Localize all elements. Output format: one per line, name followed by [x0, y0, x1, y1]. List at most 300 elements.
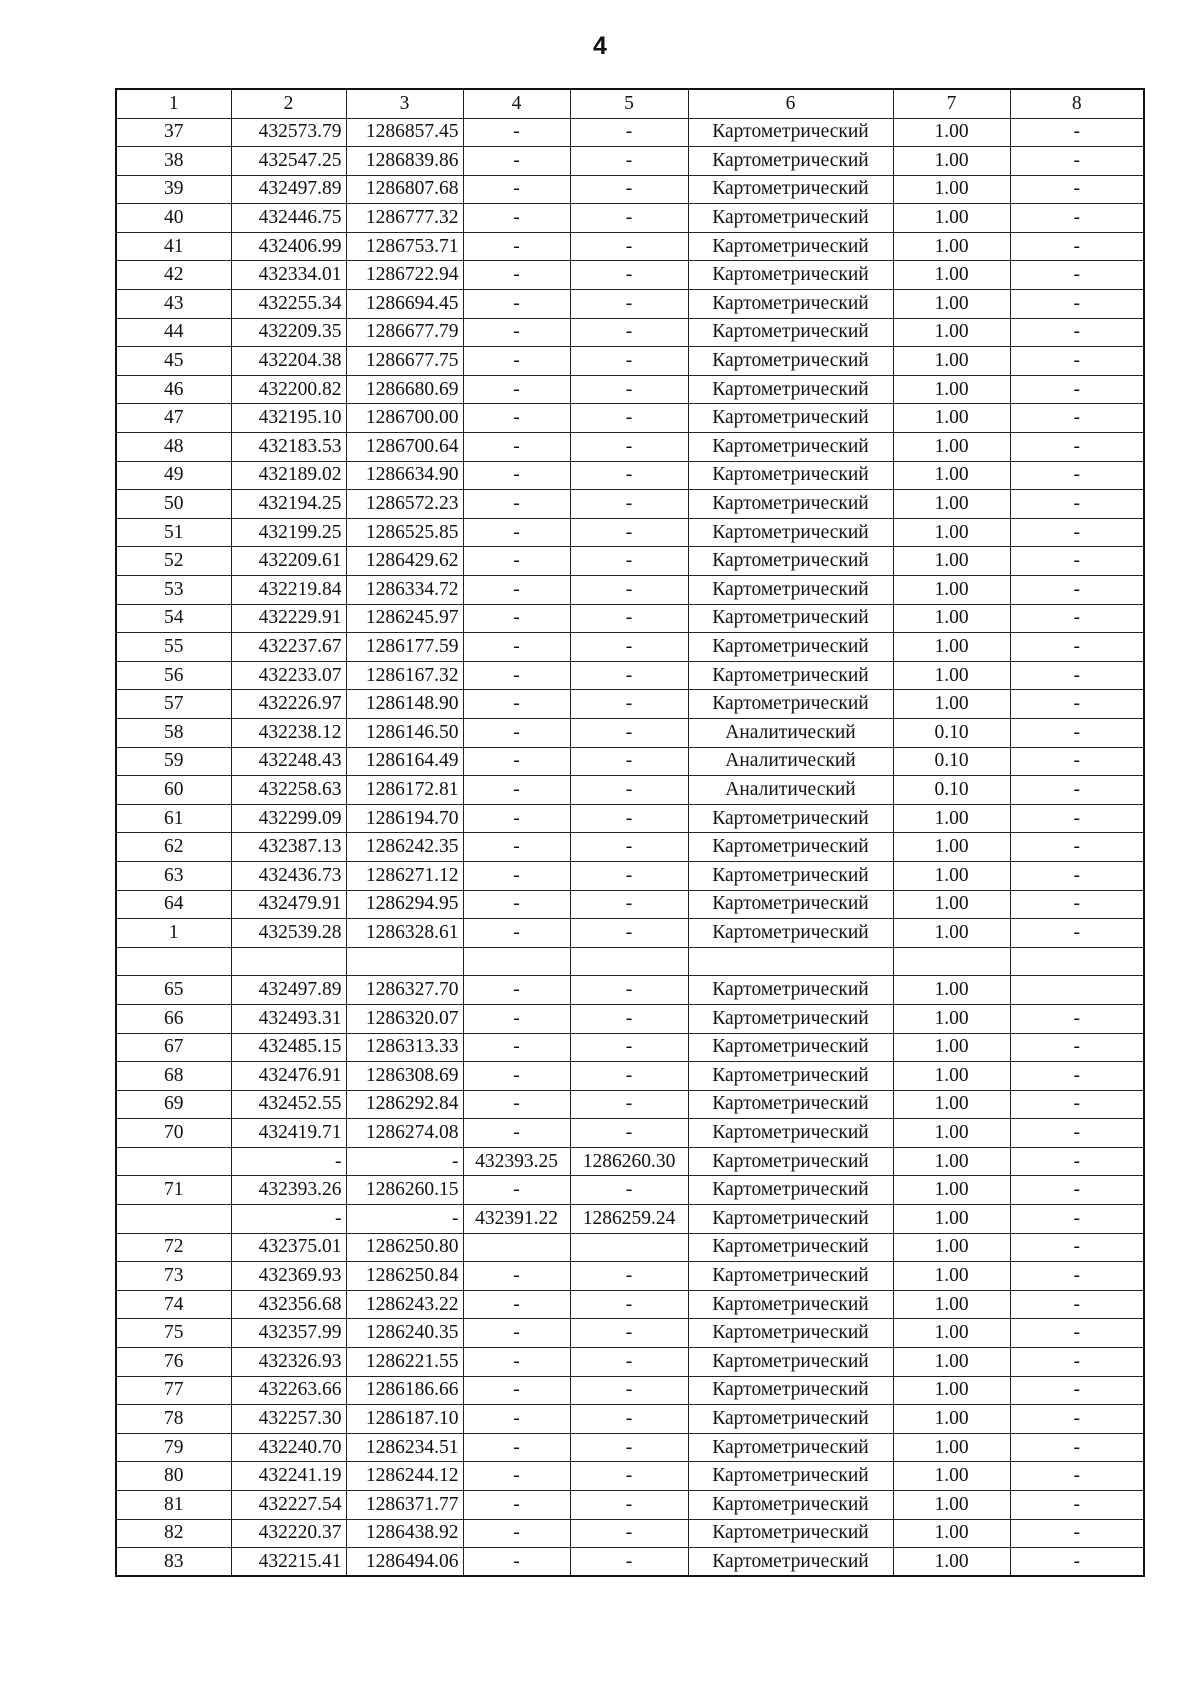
table-cell: 432227.54: [231, 1491, 346, 1520]
table-row: [116, 690, 1144, 719]
table-row: [116, 1491, 1144, 1520]
table-cell: 432183.53: [231, 433, 346, 462]
table-cell: 432387.13: [231, 833, 346, 862]
table-row: [116, 1033, 1144, 1062]
table-cell: 432257.30: [231, 1405, 346, 1434]
table-cell: [688, 947, 893, 976]
table-cell: -: [570, 747, 688, 776]
table-cell: 432369.93: [231, 1262, 346, 1291]
table-cell: -: [463, 1519, 570, 1548]
table-cell: -: [463, 1119, 570, 1148]
table-cell: -: [1010, 175, 1144, 204]
table-cell: Картометрический: [688, 175, 893, 204]
table-cell: 432241.19: [231, 1462, 346, 1491]
table-cell: 1286164.49: [346, 747, 463, 776]
table-cell: 1286313.33: [346, 1033, 463, 1062]
table-cell: 80: [116, 1462, 231, 1491]
table-cell: -: [1010, 204, 1144, 233]
table-row: [116, 576, 1144, 605]
table-cell: 432493.31: [231, 1004, 346, 1033]
table-cell: 73: [116, 1262, 231, 1291]
table-cell: -: [463, 776, 570, 805]
table-cell: -: [463, 175, 570, 204]
table-cell: -: [570, 576, 688, 605]
table-cell: Картометрический: [688, 318, 893, 347]
table-cell: -: [1010, 375, 1144, 404]
table-cell: 432299.09: [231, 804, 346, 833]
table-cell: Картометрический: [688, 1290, 893, 1319]
table-cell: -: [570, 890, 688, 919]
table-cell: -: [570, 1405, 688, 1434]
table-cell: 1286292.84: [346, 1090, 463, 1119]
table-cell: -: [463, 404, 570, 433]
table-cell: [116, 947, 231, 976]
table-cell: 432229.91: [231, 604, 346, 633]
table-cell: 432391.22: [463, 1205, 570, 1234]
table-cell: -: [463, 232, 570, 261]
table-row: [116, 404, 1144, 433]
table-cell: Картометрический: [688, 1319, 893, 1348]
table-cell: [346, 947, 463, 976]
table-cell: -: [231, 1147, 346, 1176]
table-cell: 53: [116, 576, 231, 605]
table-cell: -: [463, 318, 570, 347]
table-cell: -: [1010, 1491, 1144, 1520]
table-cell: -: [1010, 1519, 1144, 1548]
table-cell: -: [1010, 776, 1144, 805]
table-cell: 1.00: [893, 261, 1010, 290]
table-cell: 432547.25: [231, 147, 346, 176]
table-cell: -: [570, 404, 688, 433]
table-cell: -: [570, 204, 688, 233]
table-cell: -: [570, 147, 688, 176]
table-cell: 72: [116, 1233, 231, 1262]
table-cell: 1.00: [893, 1348, 1010, 1377]
table-cell: -: [570, 690, 688, 719]
table-row: [116, 1519, 1144, 1548]
table-cell: -: [570, 804, 688, 833]
table-cell: Картометрический: [688, 890, 893, 919]
table-cell: 1.00: [893, 690, 1010, 719]
table-cell: Картометрический: [688, 976, 893, 1005]
table-cell: Аналитический: [688, 718, 893, 747]
table-cell: -: [570, 919, 688, 948]
table-cell: 432199.25: [231, 518, 346, 547]
table-cell: -: [570, 1491, 688, 1520]
table-cell: 1.00: [893, 1462, 1010, 1491]
table-cell: -: [570, 1062, 688, 1091]
table-cell: -: [1010, 290, 1144, 319]
table-cell: [116, 1205, 231, 1234]
table-cell: Картометрический: [688, 232, 893, 261]
table-cell: Картометрический: [688, 690, 893, 719]
table-cell: -: [231, 1205, 346, 1234]
table-row: [116, 633, 1144, 662]
table-cell: -: [570, 461, 688, 490]
table-cell: 1286429.62: [346, 547, 463, 576]
table-cell: -: [463, 261, 570, 290]
table-row: [116, 1462, 1144, 1491]
table-cell: 1.00: [893, 576, 1010, 605]
table-cell: Картометрический: [688, 804, 893, 833]
table-cell: -: [463, 490, 570, 519]
table-cell: 1.00: [893, 633, 1010, 662]
table-cell: 432476.91: [231, 1062, 346, 1091]
table-row: [116, 1376, 1144, 1405]
table-cell: 68: [116, 1062, 231, 1091]
table-cell: 432436.73: [231, 861, 346, 890]
table-cell: -: [1010, 347, 1144, 376]
table-cell: -: [463, 1290, 570, 1319]
table-cell: -: [463, 1348, 570, 1377]
table-cell: -: [463, 1491, 570, 1520]
table-cell: 1286194.70: [346, 804, 463, 833]
table-row: [116, 347, 1144, 376]
table-row: [116, 461, 1144, 490]
table-cell: -: [463, 433, 570, 462]
table-cell: Картометрический: [688, 290, 893, 319]
table-row: [116, 1062, 1144, 1091]
table-cell: Картометрический: [688, 490, 893, 519]
table-cell: 1286722.94: [346, 261, 463, 290]
table-row: [116, 747, 1144, 776]
table-cell: 1286807.68: [346, 175, 463, 204]
column-header: 1: [116, 89, 231, 118]
table-cell: 45: [116, 347, 231, 376]
table-row: [116, 919, 1144, 948]
table-cell: 67: [116, 1033, 231, 1062]
table-cell: -: [570, 175, 688, 204]
table-cell: -: [570, 1376, 688, 1405]
table-cell: -: [463, 118, 570, 147]
table-cell: -: [463, 576, 570, 605]
table-cell: 38: [116, 147, 231, 176]
table-row: [116, 1176, 1144, 1205]
table-cell: 432485.15: [231, 1033, 346, 1062]
table-cell: -: [463, 1376, 570, 1405]
table-cell: 1.00: [893, 1519, 1010, 1548]
table-cell: -: [1010, 1462, 1144, 1491]
table-cell: 60: [116, 776, 231, 805]
table-cell: -: [463, 861, 570, 890]
table-cell: -: [1010, 1205, 1144, 1234]
table-cell: -: [1010, 147, 1144, 176]
table-cell: Картометрический: [688, 1090, 893, 1119]
table-cell: 76: [116, 1348, 231, 1377]
table-cell: 44: [116, 318, 231, 347]
table-cell: 1.00: [893, 604, 1010, 633]
table-cell: Картометрический: [688, 433, 893, 462]
table-row: [116, 318, 1144, 347]
table-row: [116, 147, 1144, 176]
table-cell: [463, 947, 570, 976]
table-cell: 37: [116, 118, 231, 147]
table-cell: [570, 1233, 688, 1262]
table-cell: -: [463, 147, 570, 176]
table-cell: -: [463, 1462, 570, 1491]
column-header: 7: [893, 89, 1010, 118]
table-row: [116, 232, 1144, 261]
table-cell: 0.10: [893, 747, 1010, 776]
table-cell: 56: [116, 661, 231, 690]
table-cell: -: [570, 347, 688, 376]
table-cell: 432237.67: [231, 633, 346, 662]
table-cell: 1286259.24: [570, 1205, 688, 1234]
table-cell: -: [1010, 690, 1144, 719]
table-cell: -: [1010, 1147, 1144, 1176]
table-cell: 1286243.22: [346, 1290, 463, 1319]
table-cell: Картометрический: [688, 833, 893, 862]
table-cell: 432539.28: [231, 919, 346, 948]
table-cell: Картометрический: [688, 1033, 893, 1062]
table-cell: Картометрический: [688, 547, 893, 576]
table-cell: Картометрический: [688, 204, 893, 233]
table-cell: 1.00: [893, 890, 1010, 919]
table-row: [116, 890, 1144, 919]
table-cell: 432258.63: [231, 776, 346, 805]
table-cell: -: [570, 861, 688, 890]
table-cell: 1286221.55: [346, 1348, 463, 1377]
table-cell: 1.00: [893, 1433, 1010, 1462]
table-cell: -: [1010, 518, 1144, 547]
table-cell: Картометрический: [688, 1205, 893, 1234]
table-row: [116, 175, 1144, 204]
table-cell: 47: [116, 404, 231, 433]
table-cell: -: [1010, 1233, 1144, 1262]
table-cell: -: [463, 1062, 570, 1091]
column-header: 6: [688, 89, 893, 118]
table-cell: 432326.93: [231, 1348, 346, 1377]
table-cell: Картометрический: [688, 261, 893, 290]
table-cell: -: [463, 747, 570, 776]
table-row: [116, 604, 1144, 633]
table-cell: 432334.01: [231, 261, 346, 290]
table-cell: 1286694.45: [346, 290, 463, 319]
table-cell: -: [1010, 318, 1144, 347]
table-cell: 82: [116, 1519, 231, 1548]
table-cell: -: [570, 433, 688, 462]
table-cell: -: [570, 604, 688, 633]
table-cell: Картометрический: [688, 1491, 893, 1520]
table-cell: -: [570, 518, 688, 547]
table-cell: [893, 947, 1010, 976]
table-cell: 432393.25: [463, 1147, 570, 1176]
table-cell: 77: [116, 1376, 231, 1405]
table-cell: -: [463, 1433, 570, 1462]
table-cell: -: [1010, 833, 1144, 862]
table-cell: -: [570, 661, 688, 690]
table-cell: Картометрический: [688, 1176, 893, 1205]
table-cell: 61: [116, 804, 231, 833]
table-cell: 1286167.32: [346, 661, 463, 690]
table-cell: [116, 1147, 231, 1176]
table-cell: 1286777.32: [346, 204, 463, 233]
table-cell: -: [1010, 633, 1144, 662]
table-row: [116, 490, 1144, 519]
table-cell: -: [463, 1405, 570, 1434]
table-cell: -: [570, 318, 688, 347]
table-row: [116, 833, 1144, 862]
table-cell: 65: [116, 976, 231, 1005]
table-cell: 1286839.86: [346, 147, 463, 176]
table-cell: -: [570, 1119, 688, 1148]
table-cell: 432219.84: [231, 576, 346, 605]
table-cell: 0.10: [893, 776, 1010, 805]
table-cell: 1286148.90: [346, 690, 463, 719]
table-cell: 62: [116, 833, 231, 862]
table-cell: 432573.79: [231, 118, 346, 147]
table-cell: 71: [116, 1176, 231, 1205]
table-cell: -: [1010, 490, 1144, 519]
table-cell: 63: [116, 861, 231, 890]
table-cell: 432357.99: [231, 1319, 346, 1348]
table-cell: -: [1010, 604, 1144, 633]
table-row: [116, 1119, 1144, 1148]
column-header: 2: [231, 89, 346, 118]
table-cell: 1286250.84: [346, 1262, 463, 1291]
table-cell: 1.00: [893, 1319, 1010, 1348]
table-cell: [570, 947, 688, 976]
table-cell: -: [1010, 404, 1144, 433]
table-cell: 432238.12: [231, 718, 346, 747]
table-cell: -: [570, 1348, 688, 1377]
table-cell: -: [570, 261, 688, 290]
table-cell: 432209.35: [231, 318, 346, 347]
table-row: [116, 1290, 1144, 1319]
table-row: [116, 433, 1144, 462]
table-cell: -: [570, 1090, 688, 1119]
table-cell: -: [570, 1433, 688, 1462]
table-cell: -: [1010, 861, 1144, 890]
table-row: [116, 204, 1144, 233]
table-cell: -: [463, 204, 570, 233]
table-cell: Картометрический: [688, 1119, 893, 1148]
table-cell: 1.00: [893, 518, 1010, 547]
table-cell: 432233.07: [231, 661, 346, 690]
table-cell: -: [346, 1205, 463, 1234]
table-cell: 1.00: [893, 1376, 1010, 1405]
table-cell: 54: [116, 604, 231, 633]
table-row: [116, 804, 1144, 833]
table-cell: 59: [116, 747, 231, 776]
table-cell: Картометрический: [688, 1348, 893, 1377]
table-cell: 432248.43: [231, 747, 346, 776]
table-row: [116, 1348, 1144, 1377]
table-cell: 1286494.06: [346, 1548, 463, 1577]
table-cell: 79: [116, 1433, 231, 1462]
table-cell: 1.00: [893, 1491, 1010, 1520]
table-cell: Картометрический: [688, 576, 893, 605]
table-cell: 58: [116, 718, 231, 747]
table-cell: -: [570, 1462, 688, 1491]
table-cell: 432215.41: [231, 1548, 346, 1577]
table-cell: 55: [116, 633, 231, 662]
table-cell: 46: [116, 375, 231, 404]
table-cell: -: [1010, 1376, 1144, 1405]
table-cell: 57: [116, 690, 231, 719]
table-cell: 1286294.95: [346, 890, 463, 919]
table-cell: 432446.75: [231, 204, 346, 233]
table-cell: Картометрический: [688, 1147, 893, 1176]
table-row: [116, 1262, 1144, 1291]
table-cell: 1.00: [893, 404, 1010, 433]
table-cell: 43: [116, 290, 231, 319]
table-cell: 52: [116, 547, 231, 576]
table-cell: 1286250.80: [346, 1233, 463, 1262]
table-cell: 432497.89: [231, 175, 346, 204]
table-cell: -: [1010, 1405, 1144, 1434]
table-row: [116, 718, 1144, 747]
table-cell: -: [1010, 804, 1144, 833]
table-cell: Картометрический: [688, 1548, 893, 1577]
table-cell: 49: [116, 461, 231, 490]
table-cell: Картометрический: [688, 461, 893, 490]
table-cell: 1286753.71: [346, 232, 463, 261]
table-cell: 432479.91: [231, 890, 346, 919]
table-cell: Картометрический: [688, 404, 893, 433]
table-cell: 1286677.75: [346, 347, 463, 376]
table-cell: -: [1010, 1033, 1144, 1062]
page-number: 4: [593, 32, 607, 60]
table-cell: -: [1010, 1119, 1144, 1148]
table-cell: 1286308.69: [346, 1062, 463, 1091]
table-cell: -: [463, 1090, 570, 1119]
table-cell: 1286572.23: [346, 490, 463, 519]
table-cell: 50: [116, 490, 231, 519]
table-cell: 1.00: [893, 1262, 1010, 1291]
table-cell: Картометрический: [688, 518, 893, 547]
table-cell: -: [463, 547, 570, 576]
table-cell: 432226.97: [231, 690, 346, 719]
table-cell: -: [1010, 261, 1144, 290]
table-cell: -: [570, 1519, 688, 1548]
table-cell: -: [570, 633, 688, 662]
table-cell: 1.00: [893, 461, 1010, 490]
table-cell: 1.00: [893, 661, 1010, 690]
table-cell: 432419.71: [231, 1119, 346, 1148]
table-cell: -: [463, 461, 570, 490]
table-cell: -: [346, 1147, 463, 1176]
table-row: [116, 1004, 1144, 1033]
table-cell: 1.00: [893, 919, 1010, 948]
table-cell: -: [463, 604, 570, 633]
table-cell: 432195.10: [231, 404, 346, 433]
table-cell: 1.00: [893, 976, 1010, 1005]
table-cell: -: [463, 890, 570, 919]
table-cell: 432263.66: [231, 1376, 346, 1405]
table-cell: -: [463, 661, 570, 690]
column-header: 4: [463, 89, 570, 118]
table-cell: 1.00: [893, 1548, 1010, 1577]
table-cell: -: [463, 804, 570, 833]
table-row: [116, 976, 1144, 1005]
table-row: [116, 547, 1144, 576]
table-cell: 1286328.61: [346, 919, 463, 948]
table-cell: 1.00: [893, 433, 1010, 462]
table-cell: -: [463, 1004, 570, 1033]
table-cell: 432220.37: [231, 1519, 346, 1548]
table-row: [116, 1090, 1144, 1119]
table-cell: -: [1010, 547, 1144, 576]
table-cell: 1286680.69: [346, 375, 463, 404]
table-cell: -: [570, 375, 688, 404]
table-cell: 1.00: [893, 1090, 1010, 1119]
table-row: [116, 1147, 1144, 1176]
table-cell: 1.00: [893, 547, 1010, 576]
table-cell: -: [1010, 118, 1144, 147]
table-cell: -: [1010, 1062, 1144, 1091]
table-cell: -: [1010, 1548, 1144, 1577]
